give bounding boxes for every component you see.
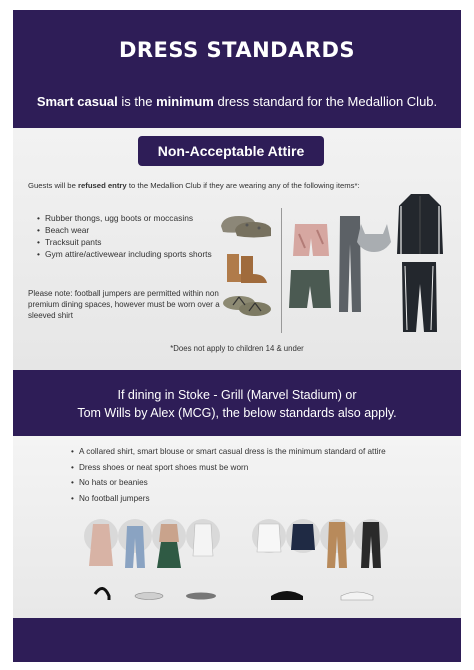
dining-line-1: If dining in Stoke - Grill (Marvel Stadium) or bbox=[117, 388, 357, 402]
guests-end: to the Medallion Club if they are wearing any of the following items*: bbox=[126, 181, 360, 190]
dining-band bbox=[13, 370, 461, 436]
football-jumper-note: Please note: football jumpers are permitted within non premium dining spaces, however must be worn over a sleeved shirt bbox=[28, 289, 220, 320]
list-item: • Dress shoes or neat sport shoes must be worn bbox=[71, 460, 386, 476]
header-subtitle bbox=[13, 94, 461, 109]
non-acceptable-section bbox=[13, 128, 461, 370]
list-item: • Tracksuit pants bbox=[37, 236, 217, 248]
non-acceptable-list bbox=[37, 212, 217, 260]
rubber-clogs-icon bbox=[217, 208, 275, 240]
guests-bold: refused entry bbox=[78, 181, 127, 190]
thongs-icon bbox=[221, 291, 275, 319]
list-item: • A collared shirt, smart blouse or smart casual dress is the minimum standard of attire bbox=[71, 444, 386, 460]
mens-outfits-icon bbox=[251, 516, 401, 606]
ugg-boots-icon bbox=[221, 250, 271, 286]
list-item: • Beach wear bbox=[37, 224, 217, 236]
refused-entry-text bbox=[28, 181, 453, 190]
dining-line-2: Tom Wills by Alex (MCG), the below standards also apply. bbox=[77, 406, 397, 420]
womens-outfits-icon bbox=[83, 516, 233, 606]
guests-start: Guests will be bbox=[28, 181, 78, 190]
sports-shorts-icon bbox=[287, 268, 333, 312]
list-item: • No hats or beanies bbox=[71, 475, 386, 491]
tracksuit-jacket-icon bbox=[395, 192, 445, 258]
page-title: DRESS STANDARDS bbox=[118, 38, 356, 62]
subtitle-mid: is the bbox=[117, 94, 157, 109]
tracksuit-pants-icon bbox=[399, 260, 439, 334]
list-item: • Gym attire/activewear including sports shorts bbox=[37, 248, 217, 260]
header-band bbox=[13, 10, 461, 128]
footer-band bbox=[13, 618, 461, 662]
sports-bra-icon bbox=[355, 222, 393, 254]
non-acceptable-title: Non-Acceptable Attire bbox=[138, 136, 324, 166]
divider bbox=[281, 208, 282, 333]
subtitle-smart-casual: Smart casual bbox=[36, 94, 118, 109]
list-item: • No football jumpers bbox=[71, 491, 386, 507]
list-item: • Rubber thongs, ugg boots or moccasins bbox=[37, 212, 217, 224]
dining-standards-section bbox=[13, 436, 461, 618]
subtitle-end: dress standard for the Medallion Club. bbox=[213, 94, 438, 109]
children-footnote: *Does not apply to children 14 & under bbox=[170, 344, 304, 353]
dining-standards-list bbox=[71, 444, 386, 506]
subtitle-minimum: minimum bbox=[156, 94, 214, 109]
board-shorts-icon bbox=[291, 220, 331, 260]
